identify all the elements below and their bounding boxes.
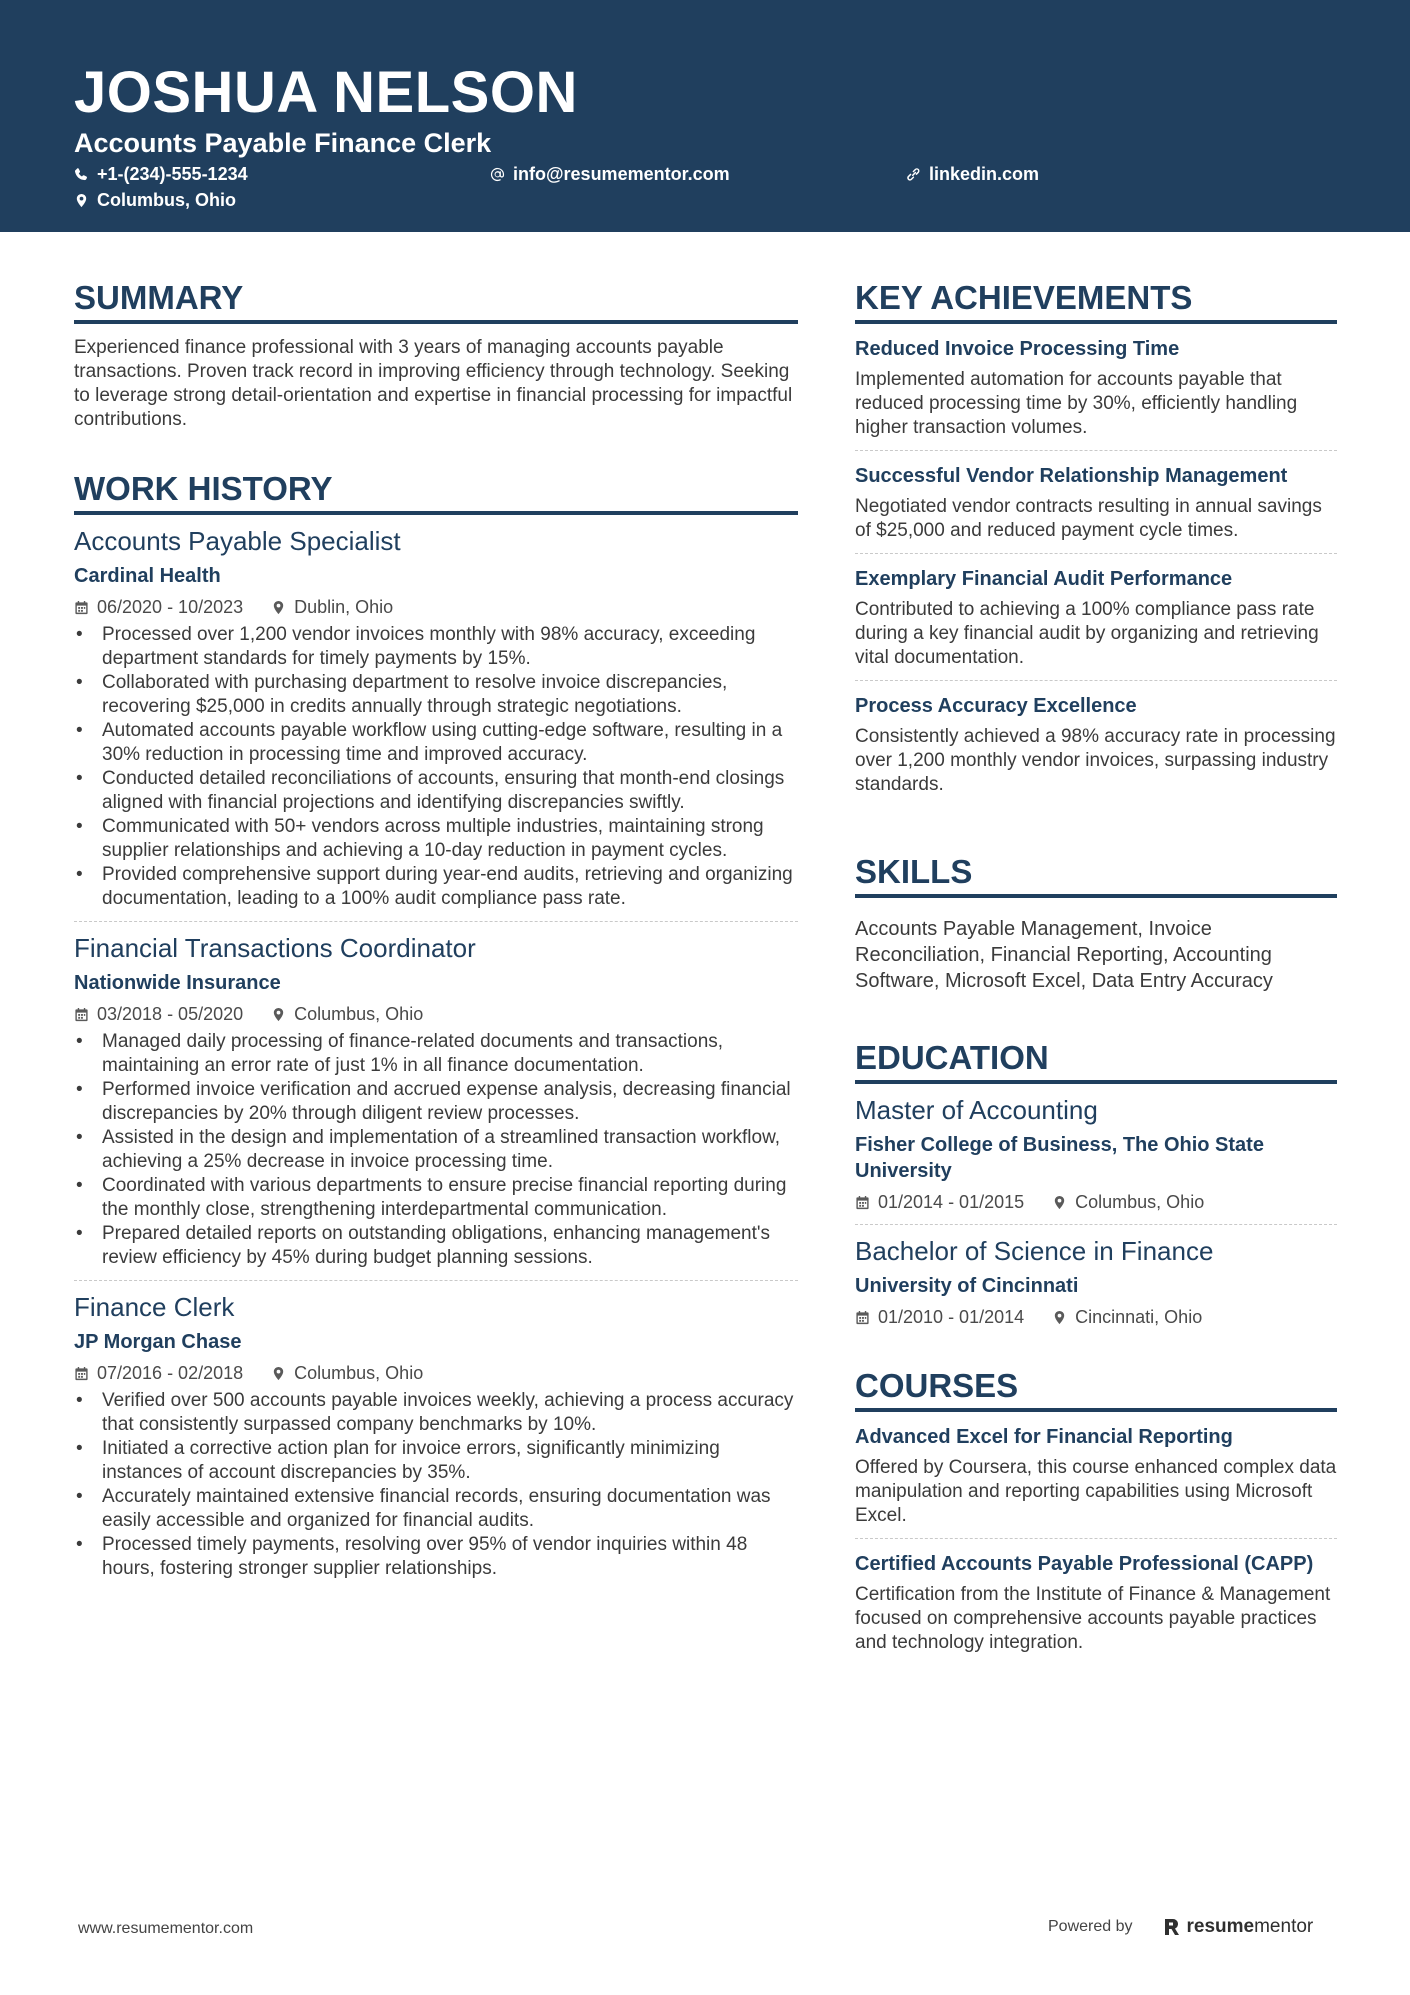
courses-heading: COURSES — [855, 1366, 1337, 1412]
education-item — [855, 1094, 1337, 1214]
at-icon — [490, 167, 505, 182]
brand-bold: resume — [1186, 1916, 1255, 1937]
job-entry — [74, 1291, 798, 1581]
linkedin-text: linkedin.com — [929, 164, 1040, 184]
divider — [74, 921, 798, 922]
link-icon — [906, 167, 921, 182]
skills-heading: SKILLS — [855, 852, 1337, 898]
job-dates: 06/2020 - 10/2023 — [74, 595, 243, 619]
divider — [74, 1280, 798, 1281]
candidate-title: Accounts Payable Finance Clerk — [74, 128, 492, 158]
education-location: Columbus, Ohio — [1052, 1190, 1204, 1214]
calendar-icon — [74, 1007, 89, 1022]
education-section — [855, 1038, 1337, 1329]
skills-section — [855, 852, 1337, 994]
education-degree: Master of Accounting — [855, 1095, 1098, 1125]
achievement-item — [855, 566, 1337, 670]
job-location: Dublin, Ohio — [271, 595, 393, 619]
summary-heading: SUMMARY — [74, 278, 798, 324]
summary-section — [74, 278, 798, 432]
resume-header — [0, 0, 1410, 232]
footer-website[interactable]: www.resumementor.com — [78, 1920, 254, 1937]
achievement-item — [855, 693, 1337, 797]
achievement-text: Consistently achieved a 98% accuracy rate in processing over 1,200 monthly vendor invoices, surpassing industry standards. — [855, 726, 1336, 795]
education-location: Cincinnati, Ohio — [1052, 1305, 1202, 1329]
job-bullet: • Processed timely payments, resolving over 95% of vendor inquiries within 48 hours, fostering stronger supplier relationships. — [74, 1533, 798, 1581]
location-icon — [74, 193, 89, 208]
education-school: Fisher College of Business, The Ohio State University — [855, 1134, 1264, 1182]
calendar-icon — [74, 600, 89, 615]
divider — [855, 450, 1337, 451]
job-bullet: • Performed invoice verification and accrued expense analysis, decreasing financial discrepancies by 20% through diligent review processes. — [74, 1078, 798, 1126]
job-role: Financial Transactions Coordinator — [74, 933, 476, 963]
brand-light: mentor — [1254, 1916, 1314, 1937]
education-item — [855, 1235, 1337, 1329]
job-bullet: • Verified over 500 accounts payable invoices weekly, achieving a process accuracy that consistently surpassed company benchmarks by 10%. — [74, 1389, 798, 1437]
divider — [855, 553, 1337, 554]
divider — [855, 680, 1337, 681]
job-role: Finance Clerk — [74, 1292, 235, 1322]
divider — [855, 1538, 1337, 1539]
job-company: Nationwide Insurance — [74, 972, 281, 994]
education-heading: EDUCATION — [855, 1038, 1337, 1084]
phone-text: +1-(234)-555-1234 — [97, 164, 248, 184]
work-history-section — [74, 469, 798, 1581]
candidate-name: JOSHUA NELSON — [74, 60, 578, 125]
achievement-text: Negotiated vendor contracts resulting in annual savings of $25,000 and reduced payment cycle times. — [855, 496, 1322, 541]
job-meta — [74, 1361, 798, 1385]
education-meta — [855, 1305, 1337, 1329]
education-degree: Bachelor of Science in Finance — [855, 1236, 1214, 1266]
work-history-heading: WORK HISTORY — [74, 469, 798, 515]
calendar-icon — [74, 1366, 89, 1381]
contact-location — [74, 189, 236, 211]
location-icon — [271, 600, 286, 615]
achievement-text: Contributed to achieving a 100% compliance pass rate during a key financial audit by organizing and retrieving vital documentation. — [855, 599, 1319, 668]
job-bullet: • Initiated a corrective action plan for invoice errors, significantly minimizing instances of account discrepancies by 35%. — [74, 1437, 798, 1485]
email-text: info@resumementor.com — [513, 164, 730, 184]
job-meta — [74, 1002, 798, 1026]
job-location: Columbus, Ohio — [271, 1361, 423, 1385]
job-bullets — [74, 1030, 798, 1270]
contact-linkedin[interactable] — [906, 163, 1039, 185]
location-icon — [1052, 1195, 1067, 1210]
education-dates: 01/2014 - 01/2015 — [855, 1190, 1024, 1214]
job-entry — [74, 525, 798, 911]
job-meta — [74, 595, 798, 619]
achievement-title: Successful Vendor Relationship Management — [855, 465, 1288, 487]
course-title: Certified Accounts Payable Professional (CAPP) — [855, 1553, 1314, 1575]
job-bullet: • Processed over 1,200 vendor invoices monthly with 98% accuracy, exceeding department standards for timely payments by 15%. — [74, 623, 798, 671]
footer-powered — [1048, 1916, 1313, 1938]
course-text: Offered by Coursera, this course enhanced complex data manipulation and reporting capabilities using Microsoft Excel. — [855, 1457, 1337, 1526]
calendar-icon — [855, 1310, 870, 1325]
job-bullet: • Automated accounts payable workflow using cutting-edge software, resulting in a 30% reduction in processing time and improved accuracy. — [74, 719, 798, 767]
job-company: JP Morgan Chase — [74, 1331, 242, 1353]
job-bullets — [74, 623, 798, 911]
achievement-item — [855, 463, 1337, 543]
course-item — [855, 1551, 1337, 1655]
contact-email[interactable] — [490, 163, 730, 185]
phone-icon — [74, 167, 89, 182]
achievement-text: Implemented automation for accounts payable that reduced processing time by 30%, efficiently handling higher transaction volumes. — [855, 369, 1298, 438]
resumementor-logo-icon — [1163, 1917, 1181, 1937]
job-bullet: • Provided comprehensive support during year-end audits, retrieving and organizing documentation, leading to a 100% audit compliance pass rate. — [74, 863, 798, 911]
job-bullet: • Accurately maintained extensive financial records, ensuring documentation was easily accessible and organized for financial audits. — [74, 1485, 798, 1533]
achievement-item — [855, 336, 1337, 440]
education-school: University of Cincinnati — [855, 1275, 1079, 1297]
achievement-title: Process Accuracy Excellence — [855, 695, 1137, 717]
job-location: Columbus, Ohio — [271, 1002, 423, 1026]
location-icon — [1052, 1310, 1067, 1325]
skills-text: Accounts Payable Management, Invoice Reconciliation, Financial Reporting, Accounting Software, Microsoft Excel, Data Entry Accuracy — [855, 918, 1273, 992]
job-company: Cardinal Health — [74, 565, 221, 587]
courses-section — [855, 1366, 1337, 1655]
job-bullets — [74, 1389, 798, 1581]
course-item — [855, 1424, 1337, 1528]
summary-text: Experienced finance professional with 3 years of managing accounts payable transactions. Proven track record in improving efficiency through technology. Seeking to leverage strong detail-orientation and expertise in financial processing for impactful contributions. — [74, 337, 793, 430]
job-bullet: • Coordinated with various departments to ensure precise financial reporting during the monthly close, strengthening interdepartmental communication. — [74, 1174, 798, 1222]
education-meta — [855, 1190, 1337, 1214]
course-text: Certification from the Institute of Finance & Management focused on comprehensive accounts payable practices and technology integration. — [855, 1584, 1331, 1653]
calendar-icon — [855, 1195, 870, 1210]
job-bullet: • Assisted in the design and implementation of a streamlined transaction workflow, achieving a 25% decrease in invoice processing time. — [74, 1126, 798, 1174]
key-achievements-section — [855, 278, 1337, 797]
course-title: Advanced Excel for Financial Reporting — [855, 1426, 1233, 1448]
achievements-heading: KEY ACHIEVEMENTS — [855, 278, 1337, 324]
job-dates: 03/2018 - 05/2020 — [74, 1002, 243, 1026]
powered-by-label: Powered by — [1048, 1918, 1133, 1935]
location-text: Columbus, Ohio — [97, 190, 236, 210]
job-bullet: • Managed daily processing of finance-related documents and transactions, maintaining an error rate of just 1% in all finance documentation. — [74, 1030, 798, 1078]
achievement-title: Reduced Invoice Processing Time — [855, 338, 1180, 360]
location-icon — [271, 1007, 286, 1022]
location-icon — [271, 1366, 286, 1381]
job-bullet: • Collaborated with purchasing department to resolve invoice discrepancies, recovering $25,000 in credits annually through strategic negotiations. — [74, 671, 798, 719]
job-role: Accounts Payable Specialist — [74, 526, 401, 556]
achievement-title: Exemplary Financial Audit Performance — [855, 568, 1233, 590]
education-dates: 01/2010 - 01/2014 — [855, 1305, 1024, 1329]
job-entry — [74, 932, 798, 1270]
job-dates: 07/2016 - 02/2018 — [74, 1361, 243, 1385]
job-bullet: • Prepared detailed reports on outstanding obligations, enhancing management's review efficiency by 45% during budget planning sessions. — [74, 1222, 798, 1270]
divider — [855, 1224, 1337, 1225]
contact-phone — [74, 163, 248, 185]
job-bullet: • Communicated with 50+ vendors across multiple industries, maintaining strong supplier relationships and achieving a 10-day reduction in payment cycles. — [74, 815, 798, 863]
brand-logo[interactable] — [1163, 1916, 1314, 1938]
job-bullet: • Conducted detailed reconciliations of accounts, ensuring that month-end closings aligned with financial projections and identifying discrepancies swiftly. — [74, 767, 798, 815]
